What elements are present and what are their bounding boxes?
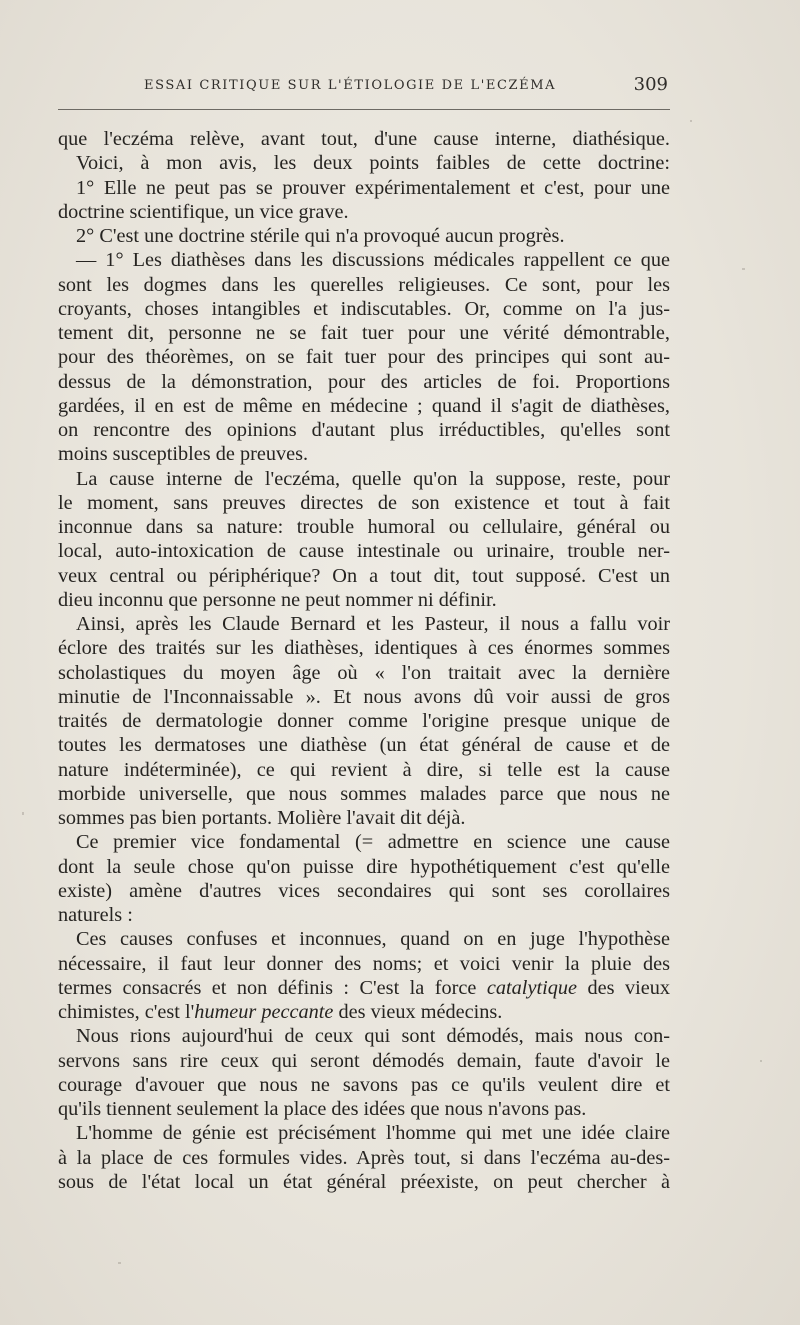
text-line: moins susceptibles de preuves.: [58, 443, 309, 466]
text-segment: des vieux: [587, 976, 671, 999]
text-line: sous de l'état local un état général préexiste, on peut chercher à: [58, 1170, 670, 1193]
body-text: [58, 127, 670, 1194]
page-number: 309: [633, 74, 668, 95]
text-line: Voici, à mon avis, les deux points faibles de cette doctrine:: [76, 152, 670, 175]
text-line: toutes les dermatoses une diathèse (un état général de cause et de: [58, 734, 670, 757]
text-line: servons sans rire ceux qui seront démodés demain, faute d'avoir le: [58, 1049, 670, 1072]
paper-speck: [690, 120, 692, 122]
italic-term: humeur peccante: [194, 1001, 334, 1023]
text-line: croyants, choses intangibles et indiscutables. Or, comme on l'a jus-: [58, 297, 670, 320]
text-line: inconnue dans sa nature: trouble humoral ou cellulaire, général ou: [58, 516, 670, 538]
text-line: naturels :: [58, 904, 133, 926]
header-rule: [58, 109, 670, 110]
text-line: le moment, sans preuves directes de son existence et tout à fait: [58, 491, 670, 514]
page-header: [58, 74, 670, 102]
paper-speck: [760, 1060, 762, 1062]
paper-speck: [118, 1262, 121, 1264]
text-line: tement dit, personne ne se fait tuer pour une vérité démontrable,: [58, 322, 670, 344]
text-line: morbide universelle, que nous sommes malades parce que nous ne: [58, 782, 670, 805]
text-line: gardées, il en est de même en médecine ; quand il s'agit de diathèses,: [58, 394, 670, 417]
text-line: — 1° Les diathèses dans les discussions médicales rappellent ce que: [76, 249, 670, 272]
text-line: pour des théorèmes, on se fait tuer pour des principes qui sont au-: [58, 346, 670, 369]
text-line: traités de dermatologie donner comme l'origine presque unique de: [58, 710, 670, 732]
text-line: scholastiques du moyen âge où « l'on traitait avec la dernière: [58, 661, 670, 684]
text-line: 1° Elle ne peut pas se prouver expérimentalement et c'est, pour une: [76, 176, 670, 199]
text-line: nécessaire, il faut leur donner des noms; et voici venir la pluie des: [58, 952, 670, 975]
text-line: sont les dogmes dans les querelles religieuses. Ce sont, pour les: [58, 273, 670, 296]
text-line: local, auto-intoxication de cause intestinale ou urinaire, trouble ner-: [58, 540, 670, 563]
text-segment: des vieux médecins.: [338, 1001, 503, 1023]
text-line: La cause interne de l'eczéma, quelle qu'on la suppose, reste, pour: [76, 467, 670, 490]
text-line: veux central ou périphérique? On a tout dit, tout supposé. C'est un: [58, 564, 670, 587]
text-line: dessus de la démonstration, pour des articles de foi. Proportions: [58, 370, 670, 393]
text-line: Ces causes confuses et inconnues, quand on en juge l'hypothèse: [76, 928, 670, 951]
text-line: minutie de l'Inconnaissable ». Et nous avons dû voir aussi de gros: [58, 685, 670, 708]
text-line: on rencontre des opinions d'autant plus irréductibles, qu'elles sont: [58, 419, 670, 441]
text-line: Ainsi, après les Claude Bernard et les Pasteur, il nous a fallu voir: [76, 613, 670, 635]
text-line: doctrine scientifique, un vice grave.: [58, 200, 349, 223]
text-line: L'homme de génie est précisément l'homme qui met une idée claire: [76, 1122, 670, 1145]
text-line: Ce premier vice fondamental (= admettre en science une cause: [76, 831, 670, 854]
text-line: existe) amène d'autres vices secondaires qui sont ses corollaires: [58, 879, 670, 902]
italic-term: catalytique: [486, 976, 577, 999]
text-line: 2° C'est une doctrine stérile qui n'a provoqué aucun progrès.: [76, 225, 565, 247]
text-line: Nous rions aujourd'hui de ceux qui sont démodés, mais nous con-: [76, 1025, 670, 1048]
text-line: éclore des traités sur les diathèses, identiques à ces énormes sommes: [58, 637, 670, 660]
text-segment: chimistes, c'est l': [58, 1001, 195, 1023]
text-segment: termes consacrés et non définis : C'est la force: [58, 976, 477, 999]
text-line: courage d'avouer que nous ne savons pas ce qu'ils veulent dire et: [58, 1073, 670, 1096]
text-line: que l'eczéma relève, avant tout, d'une cause interne, diathésique.: [58, 128, 670, 150]
text-line-mixed: [58, 976, 670, 1000]
text-line-mixed: [58, 1000, 670, 1024]
text-line: à la place de ces formules vides. Après tout, si dans l'eczéma au-des-: [58, 1146, 670, 1169]
running-title: ESSAI CRITIQUE SUR L'ÉTIOLOGIE DE L'ECZÉMA: [144, 78, 557, 93]
text-line: qu'ils tiennent seulement la place des idées que nous n'avons pas.: [58, 1098, 587, 1120]
text-line: nature indéterminée), ce qui revient à dire, si telle est la cause: [58, 758, 670, 781]
paper-speck: [742, 268, 745, 270]
text-line: dont la seule chose qu'on puisse dire hypothétiquement c'est qu'elle: [58, 855, 670, 878]
paper-speck: [22, 812, 24, 815]
text-line: dieu inconnu que personne ne peut nommer ni définir.: [58, 588, 497, 611]
text-line: sommes pas bien portants. Molière l'avait dit déjà.: [58, 807, 466, 829]
